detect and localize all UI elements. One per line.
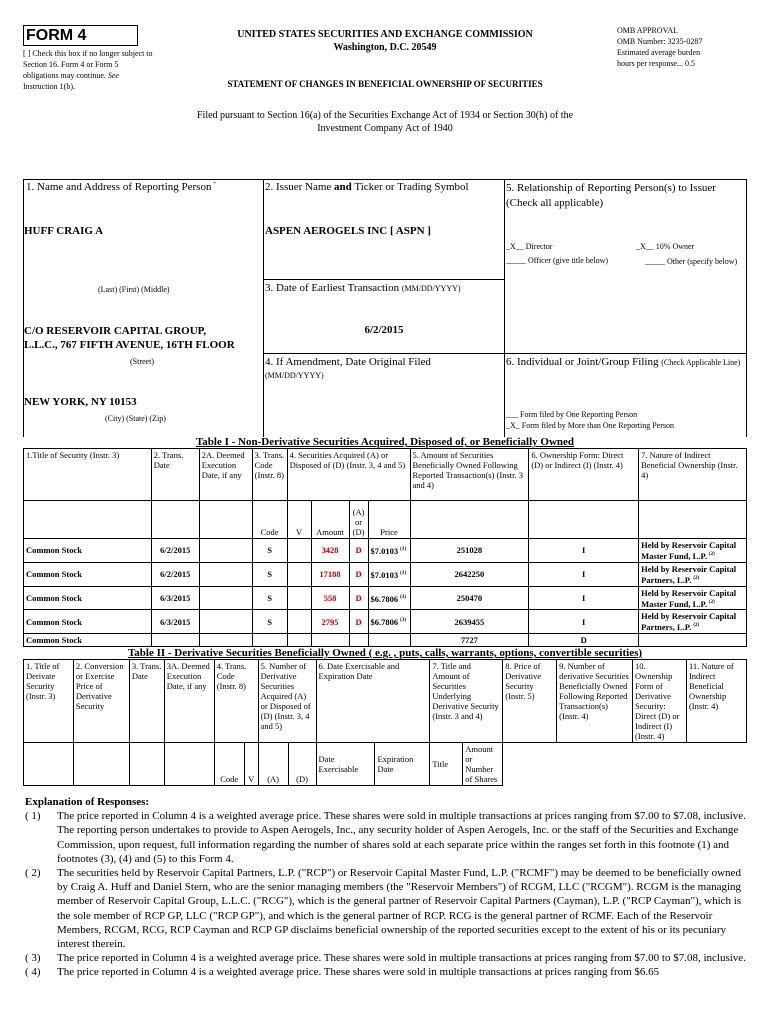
t2-header-conversion: 2. Conversion or Exercise Price of Derivative Security: [73, 660, 129, 743]
t1-sub-price: Price: [368, 501, 410, 539]
street-label: (Street): [130, 357, 154, 366]
earliest-transaction-label: 3. Date of Earliest Transaction (MM/DD/YYYY): [265, 282, 461, 294]
check-box-notice[interactable]: [ ] Check this box if no longer subject to Section 16. Form 4 or Form 5 obligations may continue. See Instruction 1(b).: [23, 49, 153, 91]
t2-sub-v: V: [244, 743, 258, 786]
statement-title: STATEMENT OF CHANGES IN BENEFICIAL OWNERSHIP OF SECURITIES: [227, 79, 543, 89]
t2-header-number: 5. Number of Derivative Securities Acquired (A) or Disposed of (D) (Instr. 3, 4 and 5): [258, 660, 316, 743]
t2-header-nature: 11. Nature of Indirect Beneficial Ownership (Instr. 4): [686, 660, 746, 743]
t1-sub-aord: (A) or (D): [349, 501, 368, 539]
t2-header-price: 8. Price of Derivative Security (Instr. 5): [503, 660, 557, 743]
table-row: Common Stock 6/2/2015 S 17188 D $7.0103 $^{(1)}$ 2642250 I Held by Reservoir Capital Partners, L.P. $^{(2)}$: [24, 562, 747, 586]
officer-checkbox[interactable]: _____ Officer (give title below): [506, 256, 609, 265]
city-label: (City) (State) (Zip): [105, 414, 166, 423]
earliest-transaction-date: 6/2/2015: [364, 324, 404, 336]
t1-header-securities: 4. Securities Acquired (A) or Disposed of (D) (Instr. 3, 4 and 5): [287, 449, 410, 501]
footnote: ( 2) The securities held by Reservoir Capital Partners, L.P. ("RCP") or Reservoir Capital Master Fund, L.P. ("RCMF") may be deemed to be beneficially owned by Craig A. Huff and Daniel Stern, who are the senior managing members (the "Reservoir Members") of RCGM, LLC ("RCGM"). RCGM is the managing member of Reservoir Capital Group, L.L.C. ("RCG"), which is the general partner of Reservoir Capital Partners (Cayman), L.P. ("RCP Cayman"), which is the sole member of RCP GP, LLC ("RCP GP"), and which is the general partner of RCP. RCG is the general partner of RCMF. Each of the Reservoir Members, RCGM, RCG, RCP Cayman and RCP GP disclaims beneficial ownership of the reported securities except to the extent of his or its pecuniary interest therein.: [25, 867, 742, 951]
t2-sub-expiration: Expiration Date: [375, 743, 430, 786]
t2-sub-a: (A): [258, 743, 288, 786]
t1-header-deemed: 2A. Deemed Execution Date, if any: [199, 449, 252, 501]
footnote: ( 1) The price reported in Column 4 is a weighted average price. These shares were sold in multiple transactions at prices ranging from $7.00 to $7.08, inclusive. The reporting person undertakes to provide to Aspen Aerogels, Inc., any security holder of Aspen Aerogels, Inc. or the staff of the Securities and Exchange Commission, upon request, full information regarding the number of shares sold at each separate price within the ranges set forth in this footnote (1) and footnotes (3), (4) and (5) to this Form 4.: [25, 810, 746, 865]
t1-sub-code: Code: [252, 501, 287, 539]
form-title: FORM 4: [26, 27, 87, 44]
explanation-section: [25, 795, 750, 980]
t2-sub-d: (D): [288, 743, 316, 786]
t2-sub-date-exercisable: Date Exercisable: [316, 743, 375, 786]
table-row: Common Stock 7727 D: [24, 634, 747, 647]
t2-header-underlying: 7. Title and Amount of Securities Underlying Derivative Security (Instr. 3 and 4): [430, 660, 503, 743]
table1: [23, 448, 747, 647]
other-checkbox[interactable]: _____ Other (specify below): [645, 257, 738, 266]
t2-header-exercisable: 6. Date Exercisable and Expiration Date: [316, 660, 430, 743]
omb-approval: OMB APPROVAL OMB Number: 3235-0287 Estimated average burden hours per response... 0.5: [617, 26, 703, 68]
street-address: C/O RESERVOIR CAPITAL GROUP, L.L.C., 767 FIFTH AVENUE, 16TH FLOOR: [24, 325, 235, 351]
multiple-persons-option[interactable]: _X_ Form filed by More than One Reporting Person: [506, 421, 674, 430]
director-checkbox[interactable]: _X__ Director: [506, 242, 553, 251]
explanation-heading: Explanation of Responses:: [25, 796, 150, 808]
t2-header-deemed: 3A. Deemed Execution Date, if any: [164, 660, 214, 743]
t2-sub-title: Title: [430, 743, 463, 786]
ten-percent-owner-checkbox[interactable]: _X__ 10% Owner: [636, 242, 695, 251]
form-title-box: [23, 25, 138, 46]
reporting-person-name: HUFF CRAIG A: [24, 225, 104, 237]
t1-sub-v: V: [287, 501, 311, 539]
name-parts-label: (Last) (First) (Middle): [98, 285, 170, 294]
table1-title: Table I - Non-Derivative Securities Acquired, Disposed of, or Beneficially Owned: [195, 436, 575, 448]
table-row: Common Stock 6/2/2015 S 3428 D $7.0103 $^{(1)}$ 251028 I Held by Reservoir Capital Master Fund, L.P. $^{(2)}$: [24, 539, 747, 563]
agency-name: UNITED STATES SECURITIES AND EXCHANGE COMMISSION Washington, D.C. 20549: [237, 29, 533, 53]
t2-header-date: 3. Trans. Date: [129, 660, 164, 743]
t1-sub-amount: Amount: [311, 501, 349, 539]
t2-header-number-owned: 9. Number of derivative Securities Beneficially Owned Following Reported Transaction(s) (Instr. 4): [557, 660, 633, 743]
table-row: Common Stock 6/3/2015 S 2795 D $6.7806 $^{(3)}$ 2639455 I Held by Reservoir Capital Partners, L.P. $^{(2)}$: [24, 610, 747, 634]
t2-header-title: 1. Title of Derivate Security (Instr. 3): [24, 660, 74, 743]
t1-header-date: 2. Trans. Date: [151, 449, 199, 501]
reporting-person-label: 1. Name and Address of Reporting Person *: [26, 181, 216, 193]
joint-filing-label: 6. Individual or Joint/Group Filing (Check Applicable Line): [506, 356, 741, 368]
t1-header-code: 3. Trans. Code (Instr. 8): [252, 449, 287, 501]
t2-header-code: 4. Trans. Code (Instr. 8): [214, 660, 258, 743]
t1-header-amount-owned: 5. Amount of Securities Beneficially Owned Following Reported Transaction(s) (Instr. 3 and 4): [410, 449, 529, 501]
table2: [23, 659, 747, 786]
t1-header-title: 1.Title of Security (Instr. 3): [24, 449, 152, 501]
footnote: ( 4) The price reported in Column 4 is a weighted average price. These shares were sold in multiple transactions at prices ranging from $6.65: [25, 966, 660, 979]
table-row: Common Stock 6/3/2015 S 558 D $6.7806 $^{(3)}$ 250470 I Held by Reservoir Capital Master Fund, L.P. $^{(2)}$: [24, 586, 747, 610]
table2-title: Table II - Derivative Securities Beneficially Owned ( e.g. , puts, calls, warrants, options, convertible securities): [127, 647, 643, 659]
relationship-label: 5. Relationship of Reporting Person(s) to Issuer (Check all applicable): [506, 182, 716, 209]
issuer-name-label: 2. Issuer Name and Ticker or Trading Symbol: [265, 181, 469, 193]
t2-sub-code: Code: [214, 743, 244, 786]
t1-header-ownership-form: 6. Ownership Form: Direct (D) or Indirect (I) (Instr. 4): [529, 449, 639, 501]
one-person-option[interactable]: ___ Form filed by One Reporting Person: [506, 410, 638, 419]
filed-pursuant-note: Filed pursuant to Section 16(a) of the Securities Exchange Act of 1934 or Section 30(h) of the Investment Company Act of 1940: [196, 110, 574, 134]
t2-header-ownership: 10. Ownership Form of Derivative Security: Direct (D) or Indirect (I) (Instr. 4): [633, 660, 687, 743]
footnote: ( 3) The price reported in Column 4 is a weighted average price. These shares were sold in multiple transactions at prices ranging from $7.00 to $7.08, inclusive.: [25, 952, 746, 965]
t1-header-nature: 7. Nature of Indirect Beneficial Ownership (Instr. 4): [639, 449, 747, 501]
t2-sub-amount: Amount or Number of Shares: [463, 743, 503, 786]
issuer-name: ASPEN AEROGELS INC [ ASPN ]: [265, 225, 431, 237]
city-state-zip: NEW YORK, NY 10153: [24, 396, 137, 408]
amendment-label: 4. If Amendment, Date Original Filed (MM/DD/YYYY): [265, 356, 431, 380]
